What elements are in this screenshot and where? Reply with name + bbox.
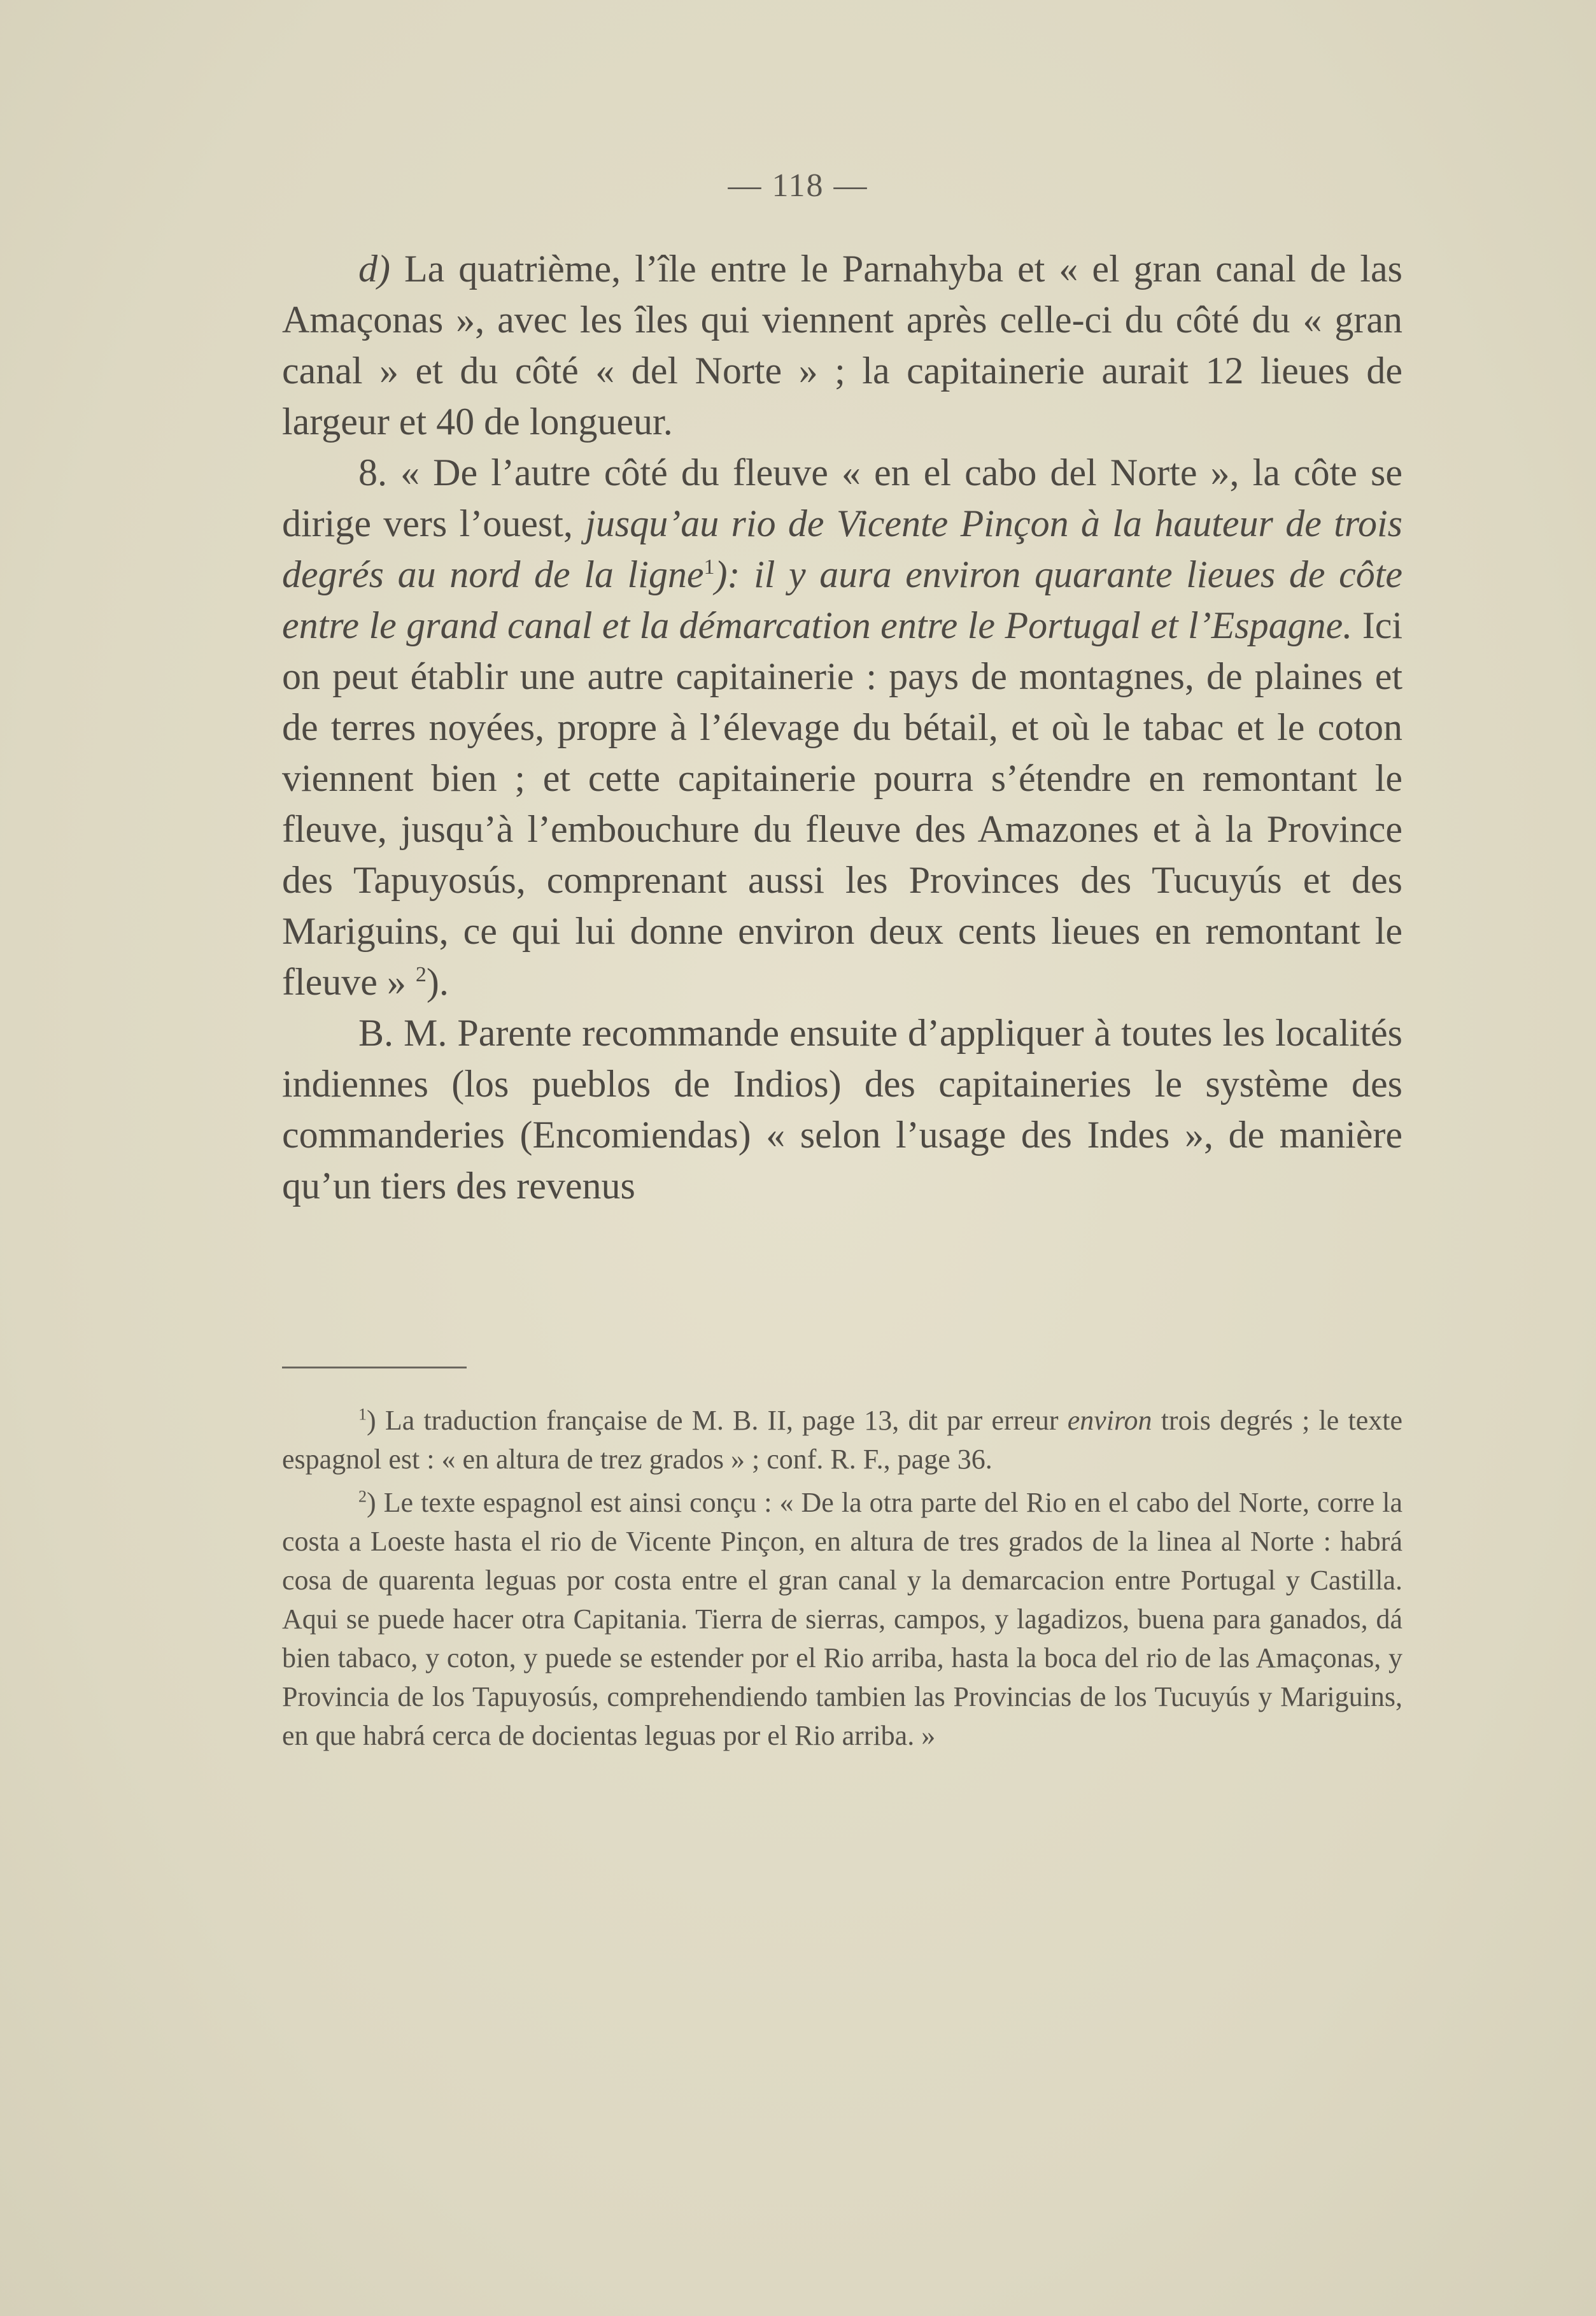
paragraph-d-text: La quatrième, l’île entre le Parnahyba et « el gran canal de las Amaçonas », avec les îles qui viennent après celle-ci du côté du « gran canal » et du côté « del Norte » ; la capitainerie aurait 12 lieues de largeur et 40 de longueur.: [282, 248, 1402, 443]
footnote-ref-1: 1: [703, 555, 715, 579]
footnotes: [282, 1401, 1402, 1755]
footnote-1-italic: environ: [1067, 1405, 1152, 1436]
footnote-divider: [282, 1367, 467, 1368]
paragraph-8-italic-1: jusqu’au rio de Vicente Pinçon à la hauteur de trois degrés au nord de la ligne: [282, 502, 1403, 595]
paragraph-parente: B. M. Parente recommande ensuite d’appliquer à toutes les localités indiennes (los pueblos de Indios) des capitaineries le système des commanderies (Encomiendas) « selon l’usage des Indes », de manière qu’un tiers des revenus: [282, 1012, 1402, 1207]
paragraph-8-italic-2: ): il y aura environ quarante lieues de côte entre le grand canal et la démarcation entre le Portugal et l’Espagne.: [282, 553, 1403, 646]
footnote-1-rest: trois degrés ; le texte espagnol est : « en altura de trez grados » ; conf. R. F., page 36.: [282, 1405, 1402, 1475]
paragraph-d-marker: d): [358, 248, 390, 290]
paragraph-8-lead: 8. « De l’autre côté du fleuve « en el cabo del Norte », la côte se dirige vers l’ouest,: [282, 451, 1402, 544]
paragraph-d: [282, 243, 1402, 447]
footnote-1-lead: ) La traduction française de M. B. II, page 13, dit par erreur: [367, 1405, 1068, 1436]
paragraph-8-end: ).: [426, 961, 449, 1003]
footnote-ref-2: 2: [415, 963, 427, 986]
page-number: — 118 —: [728, 167, 868, 204]
paragraph-8: [282, 447, 1402, 1007]
footnote-1: [282, 1401, 1402, 1479]
footnote-2: [282, 1483, 1402, 1755]
footnote-2-text: ) Le texte espagnol est ainsi conçu : « De la otra parte del Rio en el cabo del Norte, corre la costa a Loeste hasta el rio de Vicente Pinçon, en altura de tres grados de la linea al Norte : habrá cosa de quarenta leguas por costa entre el gran canal y la demarcacion entre Portugal y Castilla. Aqui se puede hacer otra Capitania. Tierra de sierras, campos, y lagadizos, buena para ganados, dá bien tabaco, y coton, y puede se estender por el Rio arriba, hasta la boca del rio de las Amaçonas, y Provincia de los Tapuyosús, comprehendiendo tambien las Provincias de los Tucuyús y Mariguins, en que habrá cerca de docientas leguas por el Rio arriba. »: [282, 1487, 1402, 1751]
footnote-1-number: 1: [358, 1405, 367, 1424]
main-text: [282, 243, 1402, 1211]
paragraph-8-rest: Ici on peut établir une autre capitainerie : pays de montagnes, de plaines et de terres noyées, propre à l’élevage du bétail, et où le tabac et le coton viennent bien ; et cette capitainerie pourra s’étendre en remontant le fleuve, jusqu’à l’embouchure du fleuve des Amazones et à la Province des Tapuyosús, comprenant aussi les Provinces des Tucuyús et des Mariguins, ce qui lui donne environ deux cents lieues en remontant le fleuve »: [282, 604, 1402, 1003]
footnote-2-number: 2: [358, 1487, 367, 1506]
